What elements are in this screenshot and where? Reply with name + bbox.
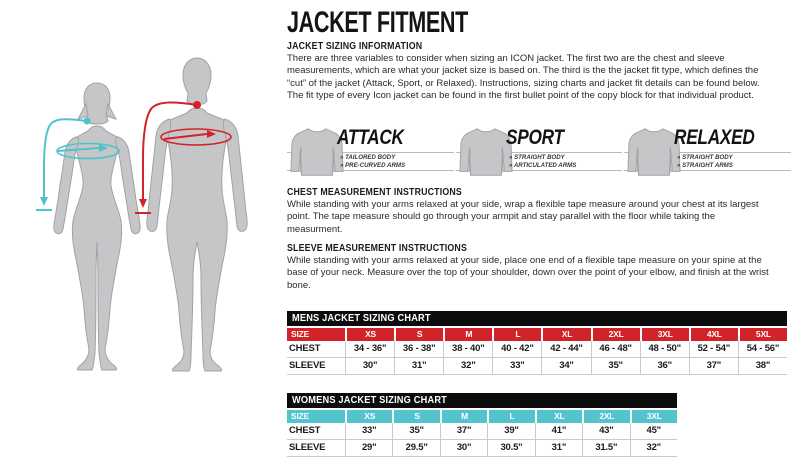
sizing-info-heading: JACKET SIZING INFORMATION bbox=[287, 41, 423, 52]
size-col: 5XL bbox=[740, 328, 787, 341]
content-column bbox=[287, 0, 793, 466]
size-col: M bbox=[442, 410, 487, 423]
sleeve-instructions-heading: SLEEVE MEASUREMENT INSTRUCTIONS bbox=[287, 243, 468, 254]
mens-size-header-row bbox=[287, 328, 787, 341]
female-silhouette bbox=[54, 83, 140, 370]
size-col: M bbox=[445, 328, 492, 341]
womens-chest-row: CHEST 33" 35" 37" 39" 41" 43" 45" bbox=[287, 423, 677, 440]
size-col: 3XL bbox=[632, 410, 677, 423]
size-col: L bbox=[494, 328, 541, 341]
fit-features-sport: » STRAIGHT BODY » ARTICULATED ARMS bbox=[509, 154, 584, 170]
size-col: L bbox=[489, 410, 534, 423]
fit-block-relaxed bbox=[624, 122, 793, 184]
mens-sizing-chart bbox=[287, 311, 787, 375]
measurement-figures bbox=[0, 0, 285, 466]
size-header: SIZE bbox=[287, 410, 345, 423]
fit-name-relaxed: RELAXED bbox=[674, 126, 755, 149]
womens-sleeve-row: SLEEVE 29" 29.5" 30" 30.5" 31" 31.5" 32" bbox=[287, 440, 677, 457]
fit-name-sport: SPORT bbox=[505, 126, 564, 149]
size-header: SIZE bbox=[287, 328, 345, 341]
fit-name-attack: ATTACK bbox=[337, 126, 404, 149]
fit-type-row bbox=[287, 122, 793, 184]
size-col: 2XL bbox=[593, 328, 640, 341]
sizing-info-text: There are three variables to consider when sizing an ICON jacket. The first two are the chest and sleeve measurements, which are what your jacket size is based on. The third is the the jacket fit type, which defines the “cut” of the jacket (Attack, Sport, or Relaxed). Instructions, sizing charts and jacket fit details can be found below. The fit type of every Icon jacket can be found in the first bullet point of the copy block for that individual product. bbox=[287, 53, 760, 101]
size-col: S bbox=[394, 410, 439, 423]
womens-size-header-row bbox=[287, 410, 677, 423]
fit-features-relaxed: » STRAIGHT BODY » STRAIGHT ARMS bbox=[677, 154, 739, 170]
sleeve-instructions-text: While standing with your arms relaxed at your side, place one end of a flexible tape measure on your spine at the base of your neck. Measure over the top of your shoulder, down over the point of your elbow, and finish at the wrist bone. bbox=[287, 255, 769, 291]
fit-block-sport bbox=[456, 122, 625, 184]
size-col: 3XL bbox=[642, 328, 689, 341]
chest-instructions-heading: CHEST MEASUREMENT INSTRUCTIONS bbox=[287, 187, 462, 198]
chest-instructions-text: While standing with your arms relaxed at your side, wrap a flexible tape measure around your chest at its largest point. The tape measure should go through your armpit and stay parallel with the floor while taking the measurment. bbox=[287, 199, 759, 235]
page-title: JACKET FITMENT bbox=[287, 6, 468, 39]
size-col: XS bbox=[347, 328, 394, 341]
size-col: XL bbox=[537, 410, 582, 423]
size-col: S bbox=[396, 328, 443, 341]
male-sleeve-arrowhead bbox=[139, 199, 147, 208]
womens-chart-title: WOMENS JACKET SIZING CHART bbox=[287, 393, 677, 408]
size-col: XL bbox=[543, 328, 590, 341]
size-col: 2XL bbox=[584, 410, 629, 423]
mens-chart-title: MENS JACKET SIZING CHART bbox=[287, 311, 787, 326]
size-col: 4XL bbox=[691, 328, 738, 341]
fit-block-attack bbox=[287, 122, 456, 184]
mens-chest-row: CHEST 34 - 36" 36 - 38" 38 - 40" 40 - 42" 42 - 44" 46 - 48" 48 - 50" 52 - 54" 54 - 56" bbox=[287, 341, 787, 358]
womens-sizing-chart bbox=[287, 393, 677, 457]
female-sleeve-arrowhead bbox=[40, 197, 48, 206]
mens-sleeve-row: SLEEVE 30" 31" 32" 33" 34" 35" 36" 37" 38" bbox=[287, 358, 787, 375]
fit-features-attack: » TAILORED BODY » PRE-CURVED ARMS bbox=[340, 154, 412, 170]
size-col: XS bbox=[347, 410, 392, 423]
